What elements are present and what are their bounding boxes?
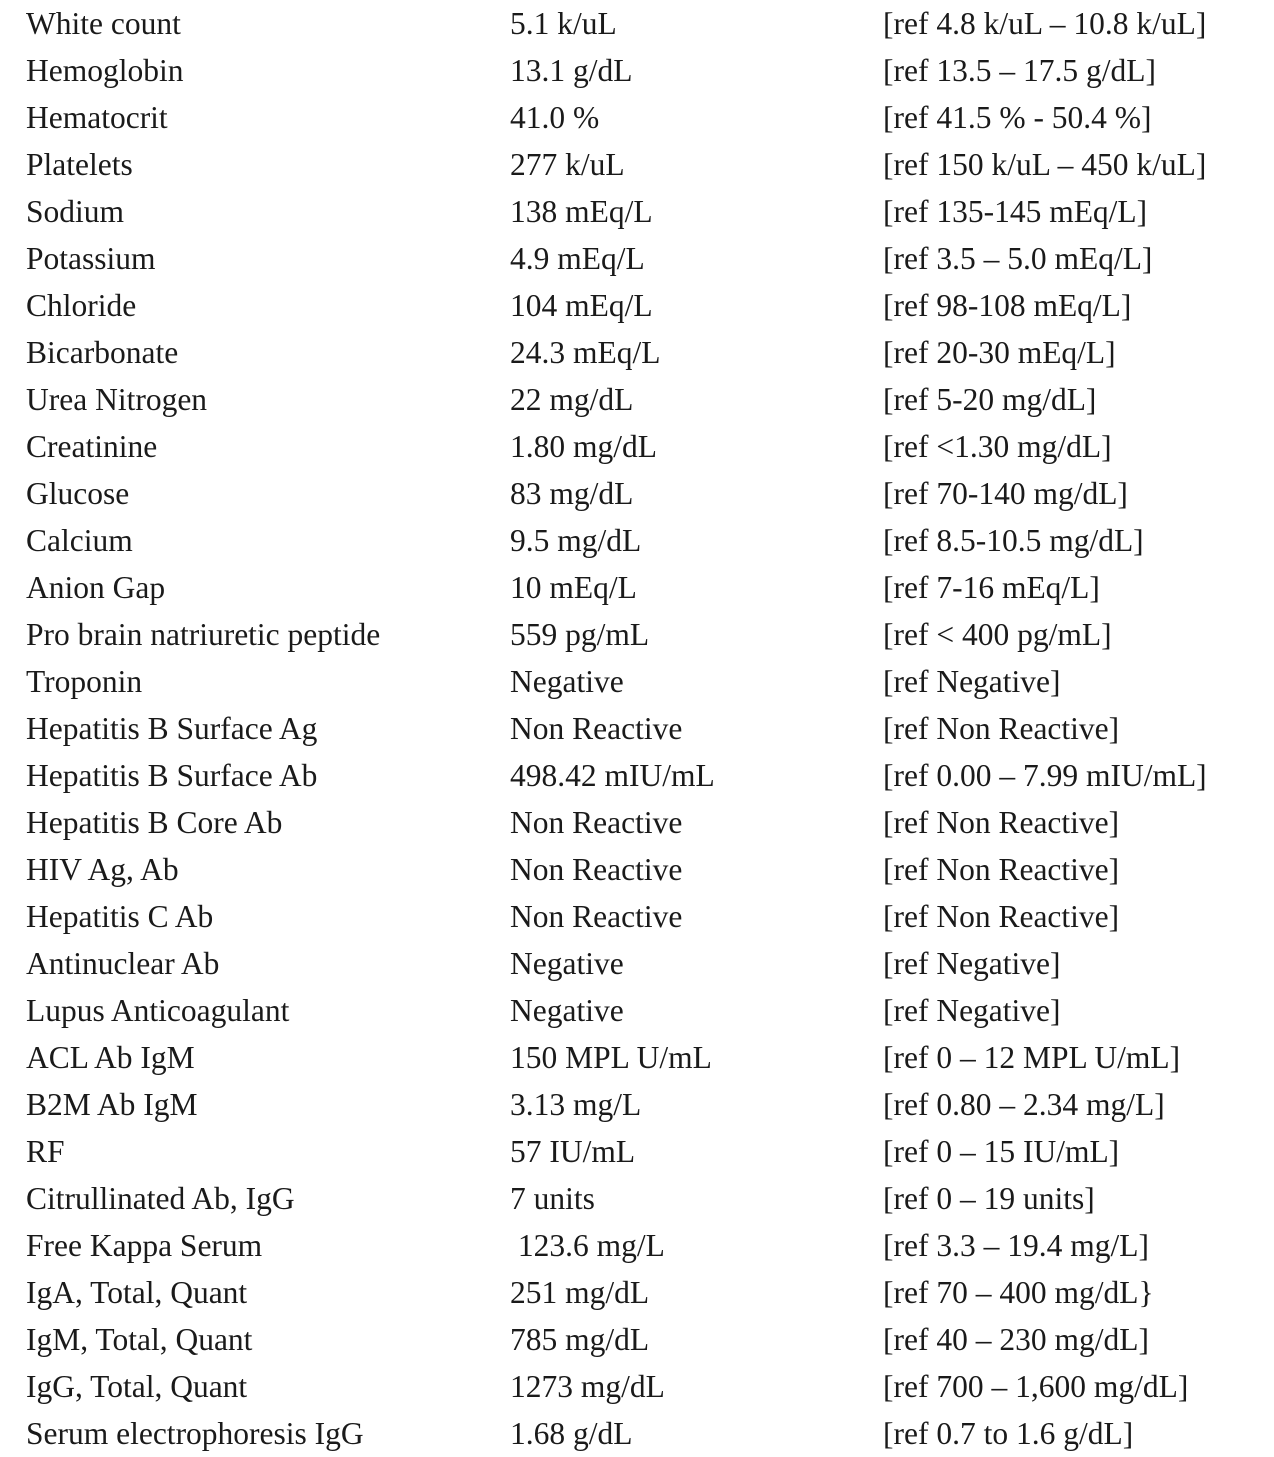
reference-range: [ref 0.00 – 7.99 mIU/mL] [883, 758, 1207, 793]
lab-row [0, 564, 1274, 611]
test-name: Antinuclear Ab [26, 946, 220, 981]
test-name: IgG, Total, Quant [26, 1369, 248, 1404]
lab-row [0, 893, 1274, 940]
test-name: Free Kappa Serum [26, 1228, 263, 1263]
test-value: Negative [510, 946, 624, 981]
reference-range: [ref Non Reactive] [883, 852, 1120, 887]
lab-row [0, 47, 1274, 94]
test-value: 10 mEq/L [510, 570, 637, 605]
lab-row [0, 1175, 1274, 1222]
test-value: Non Reactive [510, 711, 683, 746]
test-name: Urea Nitrogen [26, 382, 208, 417]
lab-row [0, 376, 1274, 423]
reference-range: [ref 0.7 to 1.6 g/dL] [883, 1416, 1134, 1451]
test-value: Negative [510, 993, 624, 1028]
test-name: Serum electrophoresis IgG [26, 1416, 364, 1451]
test-value: 24.3 mEq/L [510, 335, 661, 370]
test-name: Hepatitis C Ab [26, 899, 214, 934]
reference-range: [ref 13.5 – 17.5 g/dL] [883, 53, 1156, 88]
reference-range: [ref 3.3 – 19.4 mg/L] [883, 1228, 1149, 1263]
test-name: IgA, Total, Quant [26, 1275, 248, 1310]
reference-range: [ref 8.5-10.5 mg/dL] [883, 523, 1144, 558]
test-value: 104 mEq/L [510, 288, 653, 323]
lab-row [0, 0, 1274, 47]
lab-row [0, 282, 1274, 329]
test-name: IgM, Total, Quant [26, 1322, 253, 1357]
test-value: Non Reactive [510, 852, 683, 887]
test-value: 1.68 g/dL [510, 1416, 633, 1451]
test-name: White count [26, 6, 181, 41]
test-value: Non Reactive [510, 899, 683, 934]
lab-row [0, 141, 1274, 188]
lab-row [0, 1034, 1274, 1081]
lab-row [0, 1128, 1274, 1175]
test-value: 1273 mg/dL [510, 1369, 665, 1404]
test-name: Troponin [26, 664, 143, 699]
lab-row [0, 658, 1274, 705]
test-value: 559 pg/mL [510, 617, 650, 652]
lab-row [0, 987, 1274, 1034]
test-name: ACL Ab IgM [26, 1040, 195, 1075]
lab-row [0, 1316, 1274, 1363]
test-name: Pro brain natriuretic peptide [26, 617, 381, 652]
lab-row [0, 1222, 1274, 1269]
reference-range: [ref <1.30 mg/dL] [883, 429, 1112, 464]
test-name: RF [26, 1134, 65, 1169]
test-value: 4.9 mEq/L [510, 241, 645, 276]
lab-row [0, 1363, 1274, 1410]
reference-range: [ref 0 – 15 IU/mL] [883, 1134, 1120, 1169]
test-name: Hepatitis B Surface Ag [26, 711, 318, 746]
test-value: 3.13 mg/L [510, 1087, 642, 1122]
test-name: Potassium [26, 241, 156, 276]
test-value: 498.42 mIU/mL [510, 758, 715, 793]
test-value: 57 IU/mL [510, 1134, 636, 1169]
reference-range: [ref 0.80 – 2.34 mg/L] [883, 1087, 1165, 1122]
test-name: Hemoglobin [26, 53, 184, 88]
reference-range: [ref 4.8 k/uL – 10.8 k/uL] [883, 6, 1207, 41]
reference-range: [ref 41.5 % - 50.4 %] [883, 100, 1152, 135]
test-name: Citrullinated Ab, IgG [26, 1181, 295, 1216]
test-name: Glucose [26, 476, 130, 511]
reference-range: [ref < 400 pg/mL] [883, 617, 1112, 652]
reference-range: [ref 7-16 mEq/L] [883, 570, 1100, 605]
test-value: 251 mg/dL [510, 1275, 650, 1310]
lab-row [0, 846, 1274, 893]
reference-range: [ref Negative] [883, 993, 1061, 1028]
reference-range: [ref 98-108 mEq/L] [883, 288, 1132, 323]
test-value: 123.6 mg/L [510, 1228, 665, 1263]
reference-range: [ref Negative] [883, 946, 1061, 981]
reference-range: [ref Non Reactive] [883, 899, 1120, 934]
test-value: 5.1 k/uL [510, 6, 617, 41]
test-value: 138 mEq/L [510, 194, 653, 229]
reference-range: [ref 150 k/uL – 450 k/uL] [883, 147, 1207, 182]
reference-range: [ref Non Reactive] [883, 711, 1120, 746]
lab-row [0, 235, 1274, 282]
lab-row [0, 611, 1274, 658]
reference-range: [ref 70-140 mg/dL] [883, 476, 1128, 511]
lab-row [0, 517, 1274, 564]
test-value: 13.1 g/dL [510, 53, 633, 88]
lab-row [0, 1269, 1274, 1316]
test-value: 22 mg/dL [510, 382, 634, 417]
lab-row [0, 1081, 1274, 1128]
reference-range: [ref 0 – 12 MPL U/mL] [883, 1040, 1181, 1075]
test-value: 150 MPL U/mL [510, 1040, 712, 1075]
reference-range: [ref 3.5 – 5.0 mEq/L] [883, 241, 1153, 276]
test-name: Hepatitis B Surface Ab [26, 758, 318, 793]
test-value: Negative [510, 664, 624, 699]
lab-row [0, 940, 1274, 987]
test-name: Bicarbonate [26, 335, 179, 370]
test-name: Chloride [26, 288, 137, 323]
test-value: 41.0 % [510, 100, 600, 135]
reference-range: [ref 40 – 230 mg/dL] [883, 1322, 1149, 1357]
lab-row [0, 329, 1274, 376]
test-value: 9.5 mg/dL [510, 523, 642, 558]
reference-range: [ref Non Reactive] [883, 805, 1120, 840]
reference-range: [ref 70 – 400 mg/dL} [883, 1275, 1154, 1310]
test-name: Anion Gap [26, 570, 166, 605]
reference-range: [ref 135-145 mEq/L] [883, 194, 1148, 229]
test-name: Sodium [26, 194, 125, 229]
reference-range: [ref 5-20 mg/dL] [883, 382, 1097, 417]
lab-row [0, 752, 1274, 799]
test-name: HIV Ag, Ab [26, 852, 179, 887]
lab-row [0, 705, 1274, 752]
lab-row [0, 94, 1274, 141]
reference-range: [ref 0 – 19 units] [883, 1181, 1095, 1216]
test-value: 1.80 mg/dL [510, 429, 657, 464]
lab-row [0, 799, 1274, 846]
test-name: Hepatitis B Core Ab [26, 805, 283, 840]
reference-range: [ref 700 – 1,600 mg/dL] [883, 1369, 1189, 1404]
test-name: Platelets [26, 147, 133, 182]
lab-row [0, 423, 1274, 470]
test-name: Creatinine [26, 429, 158, 464]
reference-range: [ref 20-30 mEq/L] [883, 335, 1116, 370]
lab-row [0, 188, 1274, 235]
test-name: Hematocrit [26, 100, 168, 135]
test-value: Non Reactive [510, 805, 683, 840]
test-value: 785 mg/dL [510, 1322, 650, 1357]
test-value: 7 units [510, 1181, 595, 1216]
test-name: B2M Ab IgM [26, 1087, 198, 1122]
test-name: Lupus Anticoagulant [26, 993, 290, 1028]
lab-row [0, 1410, 1274, 1457]
test-value: 277 k/uL [510, 147, 625, 182]
test-name: Calcium [26, 523, 133, 558]
lab-row [0, 470, 1274, 517]
test-value: 83 mg/dL [510, 476, 634, 511]
reference-range: [ref Negative] [883, 664, 1061, 699]
